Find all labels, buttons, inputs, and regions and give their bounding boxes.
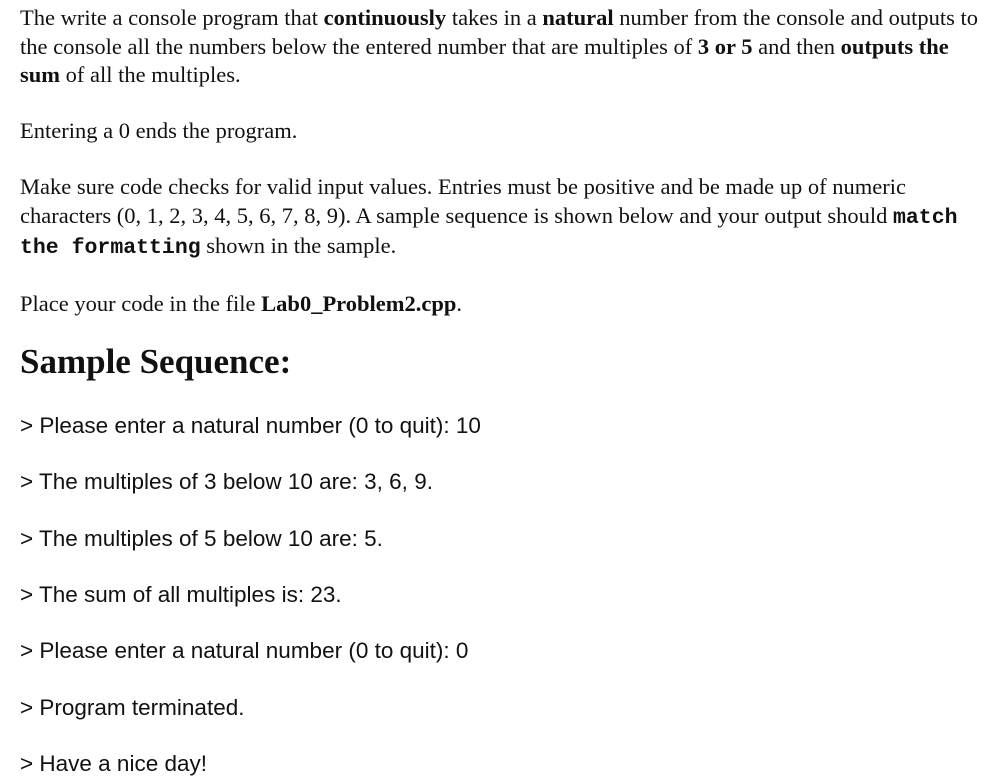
intro-text: takes in a — [446, 5, 543, 30]
sample-line: > The sum of all multiples is: 23. — [20, 582, 342, 607]
validation-paragraph — [20, 173, 985, 263]
sample-line: > Program terminated. — [20, 695, 245, 720]
intro-text: The write a console program that — [20, 5, 324, 30]
problem-description — [20, 4, 985, 319]
file-text: Place your code in the file — [20, 291, 262, 316]
file-name: Lab0_Problem2.cpp — [261, 291, 457, 316]
sample-line: > Have a nice day! — [20, 751, 207, 776]
intro-text: number from the console and outputs to the console all the numbers below the entered number that are multiples of — [20, 5, 978, 59]
file-paragraph — [20, 290, 985, 319]
intro-emphasis-natural: natural — [542, 5, 614, 30]
sample-sequence-heading: Sample Sequence: — [20, 342, 292, 381]
intro-paragraph — [20, 4, 985, 90]
intro-emphasis-sum: outputs the sum — [20, 33, 949, 87]
intro-text: of all the multiples. — [60, 62, 241, 87]
validation-emphasis-formatting: match the formatting — [20, 205, 958, 260]
validation-text: shown in the sample. — [200, 233, 397, 258]
sample-line: > The multiples of 5 below 10 are: 5. — [20, 526, 383, 551]
sample-line: > The multiples of 3 below 10 are: 3, 6, 9. — [20, 469, 433, 494]
ending-paragraph: Entering a 0 ends the program. — [20, 118, 298, 143]
file-text: . — [456, 291, 463, 316]
intro-emphasis-continuously: continuously — [323, 5, 447, 30]
sample-line: > Please enter a natural number (0 to quit): 0 — [20, 638, 469, 663]
intro-emphasis-3-or-5: 3 or 5 — [697, 33, 753, 59]
validation-text: Make sure code checks for valid input values. Entries must be positive and be made up of numeric characters (0, 1, 2, 3, 4, 5, 6, 7, 8, 9). A sample sequence is shown below and your output should — [20, 174, 906, 228]
intro-text: and then — [752, 33, 841, 59]
sample-line: > Please enter a natural number (0 to quit): 10 — [20, 413, 481, 438]
